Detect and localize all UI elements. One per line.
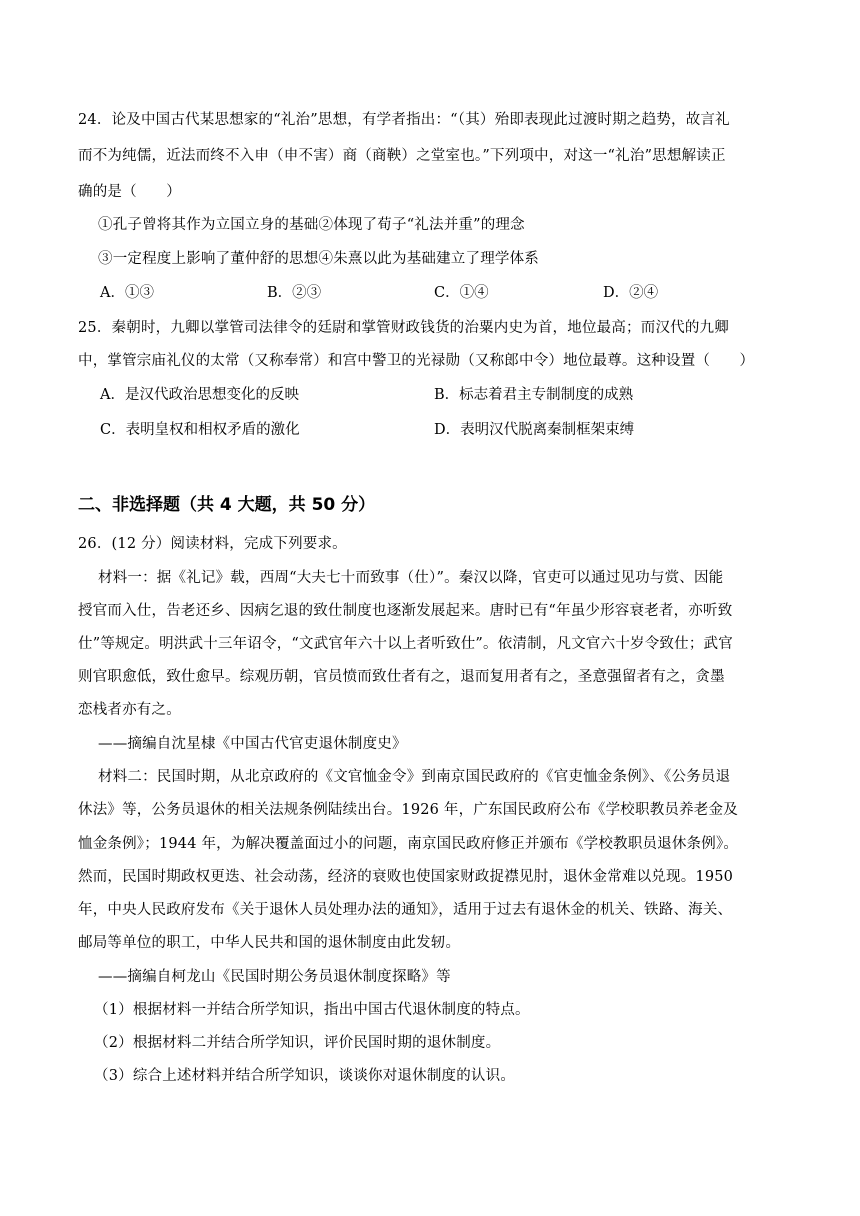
q25-option-d[interactable]: D．表明汉代脱离秦制框架束缚 bbox=[434, 422, 635, 438]
q24-stem-line-3: 确的是（ ） bbox=[78, 184, 181, 200]
q25-option-a[interactable]: A．是汉代政治思想变化的反映 bbox=[100, 387, 299, 403]
q26-material-1-line: 材料一：据《礼记》载，西周“大夫七十而致事（仕）”。秦汉以降，官吏可以通过见功与赏、因能 bbox=[98, 570, 724, 586]
q24-option-d[interactable]: D．②④ bbox=[603, 285, 659, 301]
q24-statements-1: ①孔子曾将其作为立国立身的基础②体现了荀子“礼法并重”的理念 bbox=[98, 217, 525, 233]
section-heading: 二、非选择题（共 4 大题，共 50 分） bbox=[78, 495, 376, 515]
q26-material-1-line: 则官职愈低，致仕愈早。综观历朝，官员愤而致仕者有之，退而复用者有之，圣意强留者有之，贪墨 bbox=[78, 669, 725, 685]
q25-option-c[interactable]: C．表明皇权和相权矛盾的激化 bbox=[100, 422, 300, 438]
q24-stem-line-2: 而不为纯儒，近法而终不入申（申不害）商（商鞅）之堂室也。”下列项中，对这一“礼治”思想解读正 bbox=[78, 148, 726, 164]
q26-task-2: （2）根据材料二并结合所学知识，评价民国时期的退休制度。 bbox=[94, 1035, 501, 1051]
q25-stem-line-2: 中，掌管宗庙礼仪的太常（又称奉常）和宫中警卫的光禄勋（又称郎中令）地位最尊。这种设置（ ） bbox=[78, 353, 755, 369]
q25-stem-line-1: 25．秦朝时，九卿以掌管司法律令的廷尉和掌管财政钱货的治粟内史为首，地位最高；而汉代的九卿 bbox=[78, 320, 729, 336]
q26-material-1-line: 恋栈者亦有之。 bbox=[78, 702, 181, 718]
q26-material-1-source: ——摘编自沈星棣《中国古代官吏退休制度史》 bbox=[98, 736, 407, 752]
q26-material-2-line: 然而，民国时期政权更迭、社会动荡，经济的衰败也使国家财政捉襟见肘，退休金常难以兑现。1950 bbox=[78, 869, 734, 885]
q26-material-1-line: 授官而入仕，告老还乡、因病乞退的致仕制度也逐渐发展起来。唐时已有“年虽少形容衰老者，亦听致 bbox=[78, 603, 733, 619]
q26-intro: 26．(12 分）阅读材料，完成下列要求。 bbox=[78, 536, 347, 552]
q24-option-c[interactable]: C．①④ bbox=[434, 285, 489, 301]
q25-option-b[interactable]: B．标志着君主专制制度的成熟 bbox=[434, 387, 634, 403]
q26-material-2-line: 邮局等单位的职工，中华人民共和国的退休制度由此发轫。 bbox=[78, 935, 461, 951]
q24-option-b[interactable]: B．②③ bbox=[267, 285, 322, 301]
q26-material-2-source: ——摘编自柯龙山《民国时期公务员退休制度探略》等 bbox=[98, 969, 451, 985]
q26-material-1-line: 仕”等规定。明洪武十三年诏令，“文武官年六十以上者听致仕”。依清制，凡文官六十岁令致仕；武官 bbox=[78, 636, 733, 652]
q24-statements-2: ③一定程度上影响了董仲舒的思想④朱熹以此为基础建立了理学体系 bbox=[98, 251, 539, 267]
q26-material-2-line: 材料二：民国时期，从北京政府的《文官恤金令》到南京国民政府的《官吏恤金条例》、《公务员退 bbox=[98, 769, 731, 785]
q24-option-a[interactable]: A．①③ bbox=[100, 285, 154, 301]
q26-task-1: （1）根据材料一并结合所学知识，指出中国古代退休制度的特点。 bbox=[94, 1002, 530, 1018]
q24-stem-line-1: 24．论及中国古代某思想家的“礼治”思想，有学者指出：“（其）殆即表现此过渡时期之趋势，故言礼 bbox=[78, 112, 730, 128]
q26-material-2-line: 休法》等，公务员退休的相关法规条例陆续出台。1926 年，广东国民政府公布《学校职教员养老金及 bbox=[78, 802, 738, 818]
q26-material-2-line: 恤金条例》；1944 年，为解决覆盖面过小的问题，南京国民政府修正并颁布《学校教职员退休条例》。 bbox=[78, 836, 739, 852]
q26-material-2-line: 年，中央人民政府发布《关于退休人员处理办法的通知》，适用于过去有退休金的机关、铁路、海关、 bbox=[78, 902, 733, 918]
q26-task-3: （3）综合上述材料并结合所学知识，谈谈你对退休制度的认识。 bbox=[94, 1068, 516, 1084]
